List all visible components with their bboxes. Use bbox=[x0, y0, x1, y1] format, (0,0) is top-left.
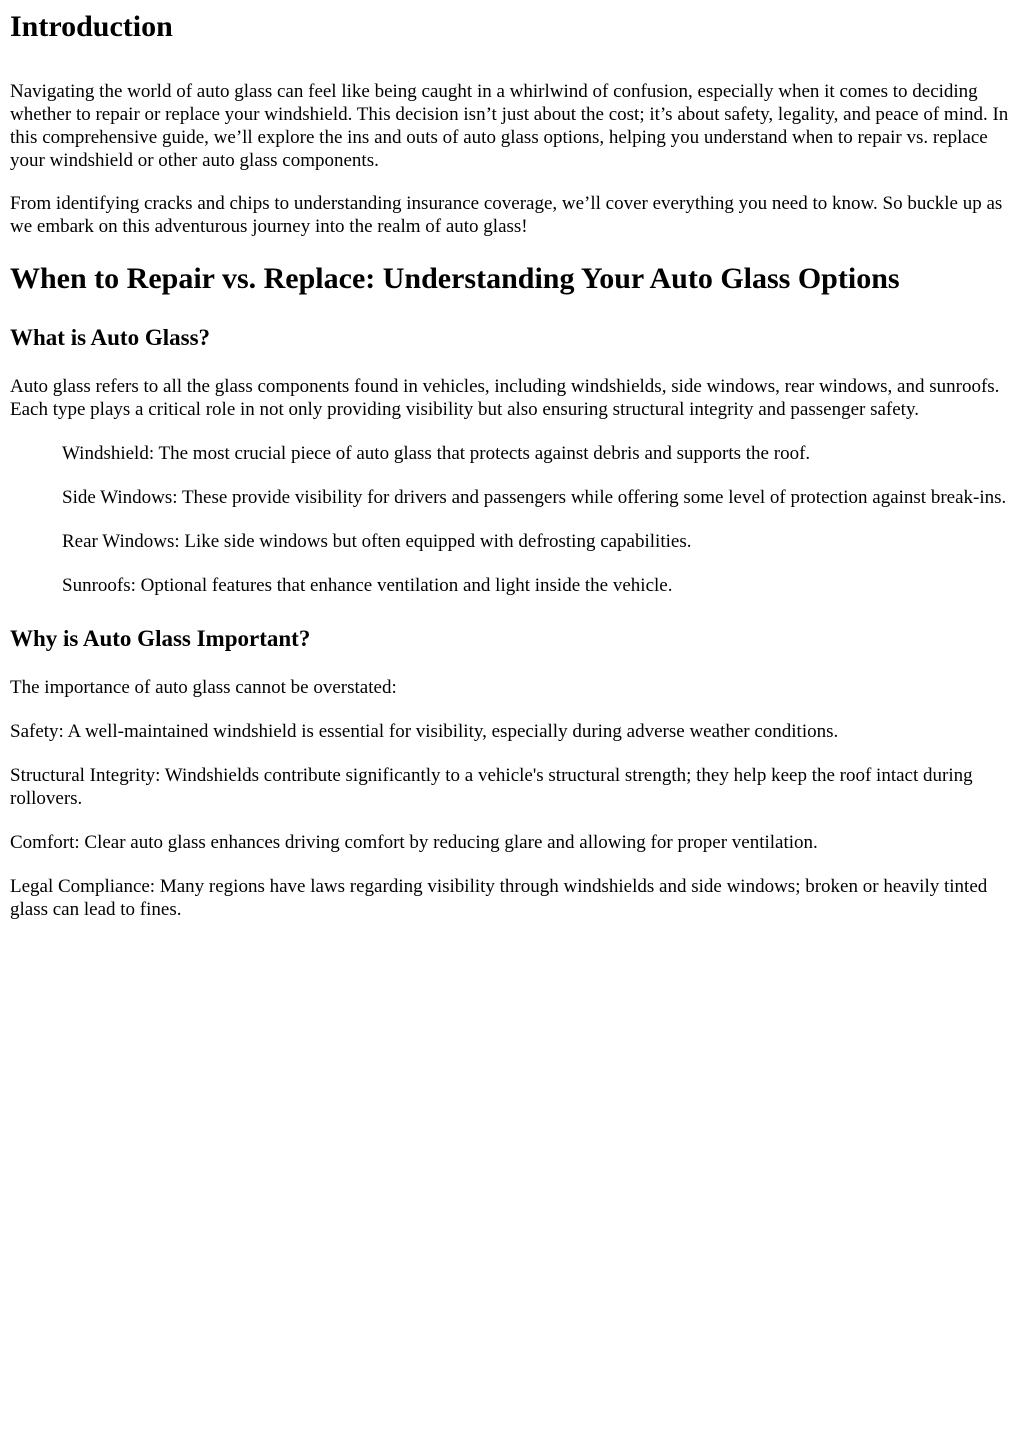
list-item: Side Windows: These provide visibility for drivers and passengers while offering some level of protection against break-ins. bbox=[62, 487, 1007, 508]
what-is-heading: What is Auto Glass? bbox=[10, 325, 211, 350]
importance-point: Legal Compliance: Many regions have laws regarding visibility through windshields and side windows; broken or heavily tinted glass can lead to fines. bbox=[10, 876, 988, 920]
importance-point: Comfort: Clear auto glass enhances driving comfort by reducing glare and allowing for proper ventilation. bbox=[10, 832, 818, 853]
list-item: Sunroofs: Optional features that enhance ventilation and light inside the vehicle. bbox=[62, 575, 673, 596]
intro-heading: Introduction bbox=[10, 10, 173, 43]
intro-paragraph-2: From identifying cracks and chips to understanding insurance coverage, we’ll cover everything you need to know. So buckle up as we embark on this adventurous journey into the realm of auto glass! bbox=[10, 193, 1003, 237]
importance-point: Structural Integrity: Windshields contribute significantly to a vehicle's structural strength; they help keep the roof intact during rollovers. bbox=[10, 765, 973, 809]
intro-paragraph-1: Navigating the world of auto glass can feel like being caught in a whirlwind of confusion, especially when it comes to deciding whether to repair or replace your windshield. This decision isn’t just about the cost; it’s about safety, legality, and peace of mind. In this comprehensive guide, we’ll explore the ins and outs of auto glass options, helping you understand when to repair vs. replace your windshield or other auto glass components. bbox=[10, 81, 1009, 171]
why-important-intro: The importance of auto glass cannot be overstated: bbox=[10, 677, 397, 698]
main-heading: When to Repair vs. Replace: Understanding Your Auto Glass Options bbox=[10, 262, 900, 295]
article bbox=[0, 10, 1024, 921]
list-item: Windshield: The most crucial piece of auto glass that protects against debris and supports the roof. bbox=[62, 443, 811, 464]
what-is-paragraph: Auto glass refers to all the glass components found in vehicles, including windshields, side windows, rear windows, and sunroofs. Each type plays a critical role in not only providing visibility but also ensuring structural integrity and passenger safety. bbox=[10, 376, 1000, 420]
why-important-heading: Why is Auto Glass Important? bbox=[10, 626, 311, 651]
list-item: Rear Windows: Like side windows but often equipped with defrosting capabilities. bbox=[62, 531, 692, 552]
importance-point: Safety: A well-maintained windshield is essential for visibility, especially during adverse weather conditions. bbox=[10, 721, 839, 742]
glass-types-list bbox=[10, 442, 1014, 597]
